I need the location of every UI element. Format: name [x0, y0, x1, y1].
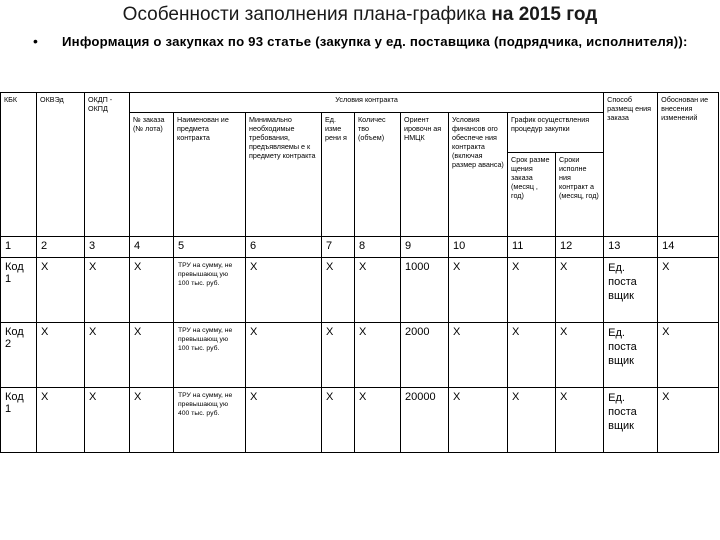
title-text: Особенности заполнения плана-графика [122, 4, 492, 25]
table-row [1, 258, 719, 323]
cell: X [130, 388, 174, 453]
table-row [1, 323, 719, 388]
cell-nmck: 2000 [401, 323, 449, 388]
col-number: 6 [246, 237, 322, 258]
row-code: Код 2 [1, 323, 37, 388]
cell: X [37, 323, 85, 388]
cell: X [556, 323, 604, 388]
cell: X [322, 388, 355, 453]
header-placement-term: Срок разме щения заказа (месяц , год) [508, 153, 556, 237]
cell-nmck: 20000 [401, 388, 449, 453]
col-number: 5 [174, 237, 246, 258]
cell: X [556, 388, 604, 453]
bullet-icon: • [33, 33, 38, 49]
cell-method: Ед. поста вщик [604, 258, 658, 323]
cell: X [658, 323, 719, 388]
cell: X [355, 388, 401, 453]
cell: X [508, 258, 556, 323]
header-finance: Условия финансов ого обеспече ния контракта (включая размер аванса) [449, 113, 508, 237]
cell: X [37, 388, 85, 453]
cell: X [658, 258, 719, 323]
cell: X [322, 258, 355, 323]
col-number: 11 [508, 237, 556, 258]
bullet-text: Информация о закупках по 93 статье (закупка у ед. поставщика (подрядчика, исполнителя)): [62, 34, 688, 49]
header-schedule: График осуществления процедур закупки [508, 113, 604, 153]
col-number: 7 [322, 237, 355, 258]
cell: X [246, 258, 322, 323]
col-number: 12 [556, 237, 604, 258]
cell: X [85, 323, 130, 388]
cell: X [556, 258, 604, 323]
header-quantity: Количес тво (объем) [355, 113, 401, 237]
cell: X [130, 258, 174, 323]
cell-subject: ТРУ на сумму, не превышающ ую 400 тыс. руб. [174, 388, 246, 453]
title-year: на 2015 год [491, 4, 598, 25]
cell: X [246, 388, 322, 453]
header-method: Способ размещ ения заказа [604, 93, 658, 237]
cell-subject: ТРУ на сумму, не превышающ ую 100 тыс. руб. [174, 323, 246, 388]
header-kbk: КБК [1, 93, 37, 237]
cell: X [508, 323, 556, 388]
cell: X [658, 388, 719, 453]
cell: X [355, 323, 401, 388]
cell: X [449, 323, 508, 388]
header-justification: Обоснован ие внесения изменений [658, 93, 719, 237]
col-number: 10 [449, 237, 508, 258]
row-code: Код 1 [1, 258, 37, 323]
cell: X [246, 323, 322, 388]
col-number: 1 [1, 237, 37, 258]
header-execution-term: Сроки исполне ния контракт а (месяц, год) [556, 153, 604, 237]
cell: X [449, 388, 508, 453]
header-requirements: Минимально необходимые требования, предъявляемы е к предмету контракта [246, 113, 322, 237]
header-nmck: Ориент ировочн ая НМЦК [401, 113, 449, 237]
col-number: 4 [130, 237, 174, 258]
header-name: Наименован ие предмета контракта [174, 113, 246, 237]
header-okdp: ОКДП - ОКПД [85, 93, 130, 237]
cell: X [449, 258, 508, 323]
cell: X [322, 323, 355, 388]
cell-method: Ед. поста вщик [604, 388, 658, 453]
cell: X [508, 388, 556, 453]
col-number: 9 [401, 237, 449, 258]
col-number: 3 [85, 237, 130, 258]
cell: X [355, 258, 401, 323]
col-number: 13 [604, 237, 658, 258]
header-okved: ОКВЭд [37, 93, 85, 237]
header-conditions: Условия контракта [130, 93, 604, 113]
header-unit: Ед. изме рени я [322, 113, 355, 237]
cell-nmck: 1000 [401, 258, 449, 323]
cell: X [130, 323, 174, 388]
cell-method: Ед. поста вщик [604, 323, 658, 388]
cell: X [85, 388, 130, 453]
row-code: Код 1 [1, 388, 37, 453]
col-number: 14 [658, 237, 719, 258]
page-title [0, 4, 720, 26]
cell: X [85, 258, 130, 323]
cell: X [37, 258, 85, 323]
plan-schedule-table [0, 92, 719, 453]
col-number: 8 [355, 237, 401, 258]
col-number: 2 [37, 237, 85, 258]
table-row [1, 388, 719, 453]
header-number: № заказа (№ лота) [130, 113, 174, 237]
cell-subject: ТРУ на сумму, не превышающ ую 100 тыс. руб. [174, 258, 246, 323]
